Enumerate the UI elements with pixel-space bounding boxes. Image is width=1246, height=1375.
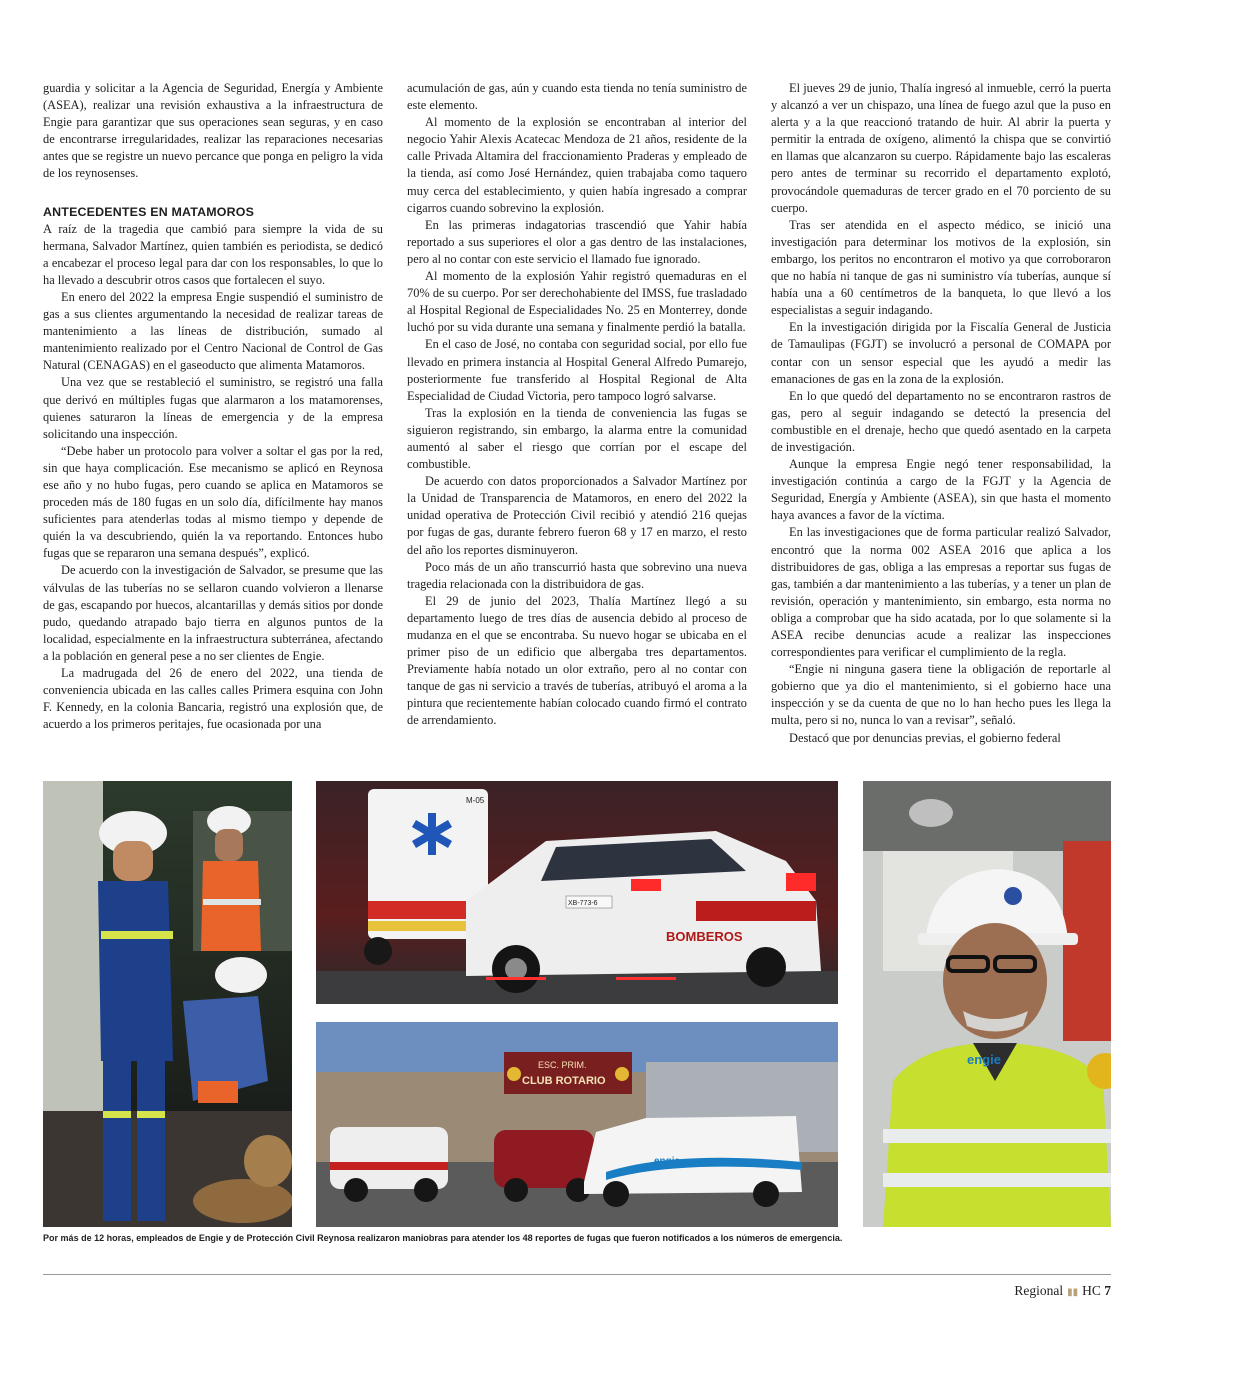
paragraph: En las investigaciones que de forma particular realizó Salvador, encontró que la norma 002 ASEA 2016 que aplica a los distribuidores de gas, obliga a las empresas a reportar sus fugas de gas, también a dar mantenimiento a las tuberías, y a tener un plan de revisión, operación y mantenimiento, sin embargo, esta norma no obliga a comprobar que ha sido acatada, por lo que solamente si la ASEA recibe denuncias acude a realizar las inspecciones correspondientes para verificar el cumplimiento de la regla. — [771, 525, 1111, 660]
truck-label: BOMBEROS — [666, 929, 743, 944]
paragraph: En enero del 2022 la empresa Engie suspendió el suministro de gas a sus clientes argumentando la necesidad de realizar tareas de mantenimiento a las líneas de distribución, sumado al mantenimiento realizado por el Centro Nacional de Control de Gas Natural (CENAGAS) en el gaseoducto que alimenta Matamoros. — [43, 289, 383, 373]
photo-ambulance-firetruck — [316, 781, 838, 1004]
paragraph: Poco más de un año transcurrió hasta que sobrevino una nueva tragedia relacionada con la distribuidora de gas. — [407, 559, 747, 591]
paragraph: Tras ser atendida en el aspecto médico, se inició una investigación para determinar los motivos de la explosión, sin embargo, los peritos no encontraron el motivo ya que corroboraron que no había ni tanque de gas ni suministro vía tuberías, aunque sí había una a 60 centímetros de la banqueta, lo que llevó a los especialistas a seguir indagando. — [771, 217, 1111, 318]
school-sign-line-1: ESC. PRIM. — [538, 1060, 587, 1070]
truck-plate: XB-773-6 — [568, 900, 598, 907]
paragraph: “Engie ni ninguna gasera tiene la obligación de reportarle al gobierno que ya dio el mantenimiento, si el gobierno hace una inspección y se da cuenta de que no lo han hecho pues les llega la multa, pero si no, nunca lo van a revisar”, señaló. — [771, 662, 1111, 728]
vest-brand: engie — [967, 1052, 1001, 1067]
paragraph: Una vez que se restableció el suministro, se registró una falla que derivó en múltiples fugas que alarmaron a los matamorenses, quienes saturaron la líneas de emergencia y de la empresa solicitando una inspección. — [43, 375, 383, 441]
paragraph: Al momento de la explosión se encontraban al interior del negocio Yahir Alexis Acatecac Mendoza de 21 años, residente de la calle Privada Altamira del fraccionamiento Praderas y empleado de la tienda, así como José Hernández, quien trabajaba como taquero muy cerca del establecimiento, y quien había ingresado a comprar cigarros cuando sobrevino la explosión. — [407, 115, 747, 215]
paragraph: Aunque la empresa Engie negó tener responsabilidad, la investigación continúa a cargo de la FGJT y la Agencia de Seguridad, Energía y Ambiente (ASEA), sin que hasta el momento haya avances a favor de la víctima. — [771, 457, 1111, 523]
paragraph: De acuerdo con la investigación de Salvador, se presume que las válvulas de las tuberías no se sellaron cuando volvieron a llenarse de gas, escapando por huecos, alcantarillas y demás sitios por donde pudo, quedando atrapado bajo tierra en algunos puntos de la localidad, especialmente en la infraestructura subterránea, afectando a la población en general pese a no ser clientes de Engie. — [43, 563, 383, 663]
section-heading: ANTECEDENTES EN MATAMOROS — [43, 204, 255, 219]
ambulance-unit-number: M-05 — [466, 796, 485, 805]
footer-section: Regional — [1014, 1283, 1064, 1298]
footer-rule — [43, 1274, 1111, 1275]
paragraph: De acuerdo con datos proporcionados a Salvador Martínez por la Unidad de Transparencia de Matamoros, en enero del 2022 la unidad operativa de Protección Civil recibió y atendió 216 quejas por fugas de gas, durante febrero fueron 68 y 17 en marzo, el resto del año los reportes disminuyeron. — [407, 474, 747, 557]
article-column-2 — [407, 80, 747, 730]
article-column-1 — [43, 80, 383, 733]
paragraph: En el caso de José, no contaba con seguridad social, por ello fue llevado en primera instancia al Hospital General Alfredo Pumarejo, posteriormente fue transferido al Hospital Regional de Alta Especialidad de Ciudad Victoria, pero tampoco logró salvarse. — [407, 337, 747, 403]
paragraph: En la investigación dirigida por la Fiscalía General de Justicia de Tamaulipas (FGJT) se involucró a personal de COMAPA por contar con un sensor especial que les ayudó a medir las emanaciones de gas en la zona de la explosión. — [771, 320, 1111, 386]
school-sign-line-2: CLUB ROTARIO — [522, 1075, 606, 1087]
paragraph: Al momento de la explosión Yahir registró quemaduras en el 70% de su cuerpo. Por ser derechohabiente del IMSS, fue trasladado al Hospital Regional de Especialidades No. 25 en Monterrey, donde luchó por su vida durante una semana y finalmente perdió la batalla. — [407, 269, 747, 335]
paragraph: En las primeras indagatorias trascendió que Yahir había reportado a sus superiores el olor a gas dentro de las instalaciones, pero al no contar con este servicio el llamado fue ignorado. — [407, 217, 747, 266]
photo-caption: Por más de 12 horas, empleados de Engie y de Protección Civil Reynosa realizaron maniobras para atender los 48 reportes de fugas que fueron notificados a los números de emergencia. — [43, 1233, 843, 1244]
paragraph: El jueves 29 de junio, Thalía ingresó al inmueble, cerró la puerta y alcanzó a ver un chispazo, una línea de fuego azul que la puso en alerta y a la que reaccionó tratando de huir. Al abrir la puerta y permitir la entrada de oxígeno, alimentó la chispa que se convirtió en llamas que alcanzaron su cuerpo. Rápidamente bajo las escaleras pero antes de terminar su recorrido el departamento explotó, provocándole quemaduras de tercer grado en el 70 porciento de su cuerpo. — [771, 81, 1111, 215]
photo-engie-official — [863, 781, 1111, 1227]
footer-separator: ▮▮ — [1067, 1287, 1079, 1298]
paragraph: El 29 de junio del 2023, Thalía Martínez llegó a su departamento luego de tres días de ausencia debido al proceso de mudanza en el que se encontraba. Su nuevo hogar se ubicaba en el primer piso de un edificio que albergaba tres departamentos. Previamente había notado un olor extraño, pero al no contar con tanque de gas ni servicio a través de tuberías, atribuyó el aroma a la pintura que recientemente habían colocado cuando firmó el contrato de arrendamiento. — [407, 593, 747, 728]
page-footer — [1014, 1283, 1111, 1299]
paragraph: Tras la explosión en la tienda de conveniencia las fugas se siguieron registrando, sin embargo, la alarma entre la comunidad aumentó al saber el riesgo que corrían por el escape del combustible. — [407, 405, 747, 472]
photo-school-street-vehicles — [316, 1022, 838, 1227]
paragraph: guardia y solicitar a la Agencia de Seguridad, Energía y Ambiente (ASEA), realizar una revisión exhaustiva a la infraestructura de Engie para garantizar que sus operaciones sean seguras, y en caso de encontrarse irregularidades, realizar las reparaciones necesarias antes que se registre un nuevo percance que ponga en peligro la vida de los reynosenses. — [43, 81, 383, 181]
paragraph: A raíz de la tragedia que cambió para siempre la vida de su hermana, Salvador Martínez, quien también es periodista, se dedicó a encabezar el proceso legal para dar con los responsables, lo que lo ha llevado a descubrir otros casos que fortalecen el suyo. — [43, 221, 383, 287]
paragraph: En lo que quedó del departamento no se encontraron rastros de gas, pero al seguir indagando se detectó la presencia del combustible en el drenaje, hecho que quedó asentado en la carpeta de investigación. — [771, 388, 1111, 454]
paragraph: La madrugada del 26 de enero del 2022, una tienda de conveniencia ubicada en las calles calles Primera esquina con John F. Kennedy, en la colonia Bancaria, registró una explosión que, de acuerdo a los primeros peritajes, fue ocasionada por una — [43, 666, 383, 732]
paragraph: “Debe haber un protocolo para volver a soltar el gas por la red, sin que haya complicación. Ese mecanismo se aplicó en Reynosa ese año y no hubo fugas, pero cuando se aplica en Matamoros se proceden más de 180 fugas en un solo día, difícilmente hay manos suficientes para atenderlas todas al mismo tiempo y depende de quién la va descubriendo, quién la va reportando. Entonces hubo fugas que se repararon una semana después”, explicó. — [43, 443, 383, 561]
article-column-3 — [771, 80, 1111, 747]
paragraph: Destacó que por denuncias previas, el gobierno federal — [789, 730, 1061, 745]
page-number: 7 — [1104, 1283, 1111, 1298]
footer-publication: HC — [1082, 1283, 1101, 1298]
paragraph: acumulación de gas, aún y cuando esta tienda no tenía suministro de este elemento. — [407, 81, 747, 113]
van-brand: engie — [654, 1156, 681, 1167]
photo-workers-repairing-pipe — [43, 781, 292, 1227]
